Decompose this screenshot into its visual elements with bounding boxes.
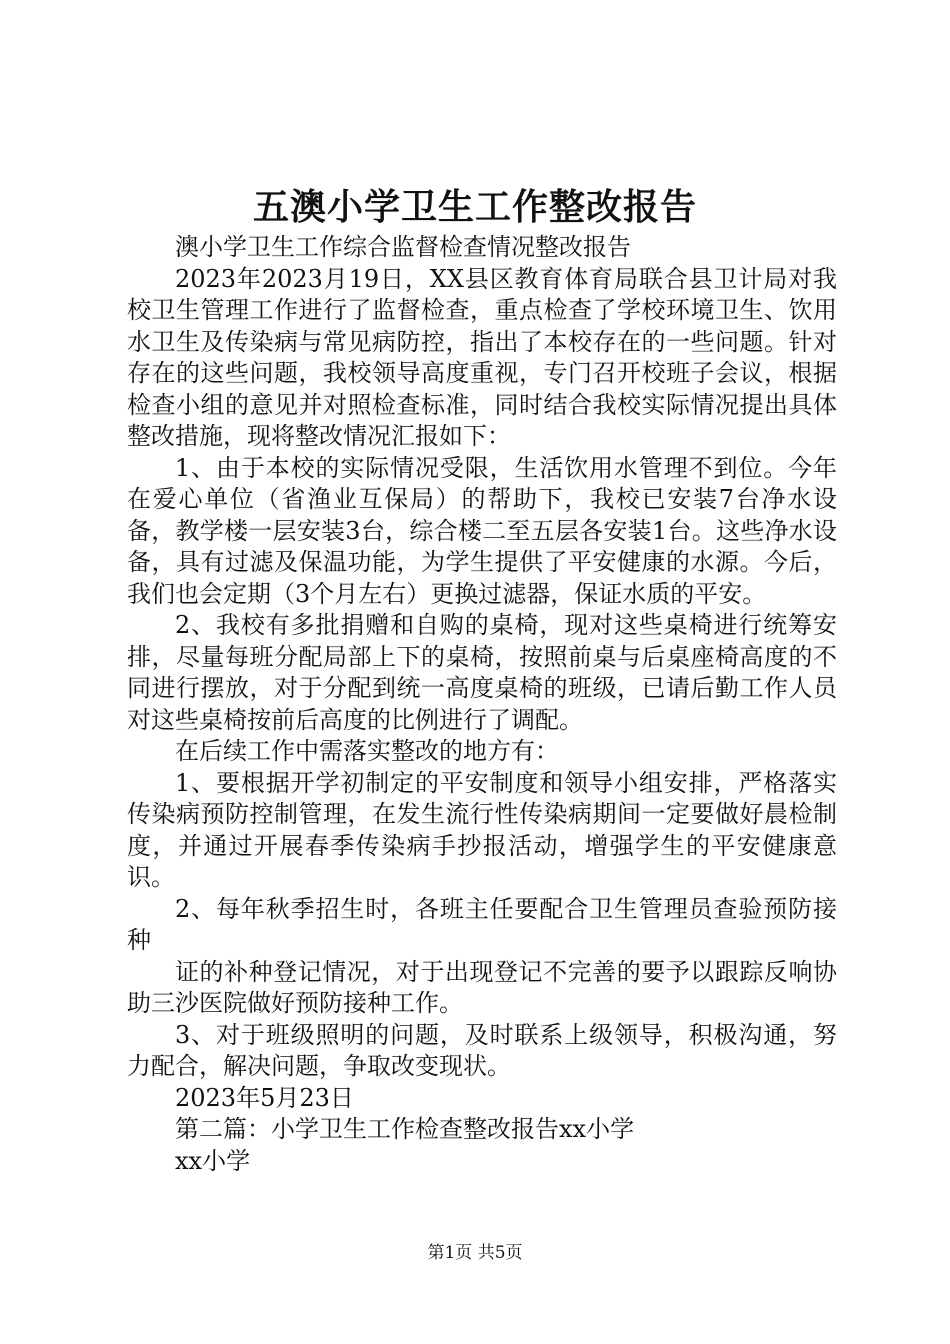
paragraph-followup-2: 2、每年秋季招生时，各班主任要配合卫生管理员查验预防接种 [127, 894, 837, 954]
paragraph-subtitle: 澳小学卫生工作综合监督检查情况整改报告 [175, 233, 631, 261]
paragraph-intro: 2023年2023月19日，XX县区教育体育局联合县卫计局对我校卫生管理工作进行了监督检查，重点检查了学校环境卫生、饮用水卫生及传染病与常见病防控，指出了本校存在的一些问题。针对存在的这些问题，我校领导高度重视，专门召开校班子会议，根据检查小组的意见并对照检查标准，同时结合我校实际情况提出具体整改措施，现将整改情况汇报如下： [127, 264, 837, 450]
paragraph-followup-3: 3、对于班级照明的问题，及时联系上级领导，积极沟通，努力配合，解决问题，争取改变现状。 [127, 1020, 837, 1080]
page-footer: 第1页 共5页 [427, 1243, 523, 1263]
paragraph-second-title: 第二篇：小学卫生工作检查整改报告xx小学 [175, 1115, 635, 1143]
paragraph-item-water: 1、由于本校的实际情况受限，生活饮用水管理不到位。今年在爱心单位（省渔业互保局）的帮助下，我校已安装7台净水设备，教学楼一层安装3台，综合楼二至五层各安装1台。这些净水设备，具有过滤及保温功能，为学生提供了平安健康的水源。今后，我们也会定期（3个月左右）更换过滤器，保证水质的平安。 [127, 453, 837, 608]
paragraph-followup-2-cont: 证的补种登记情况，对于出现登记不完善的要予以跟踪反响协助三沙医院做好预防接种工作。 [127, 957, 837, 1017]
paragraph-date: 2023年5月23日 [175, 1083, 354, 1112]
paragraph-item-desks: 2、我校有多批捐赠和自购的桌椅，现对这些桌椅进行统筹安排，尽量每班分配局部上下的桌椅，按照前桌与后桌座椅高度的不同进行摆放，对于分配到统一高度桌椅的班级，已请后勤工作人员对这些桌椅按前后高度的比例进行了调配。 [127, 611, 837, 734]
paragraph-followup-1: 1、要根据开学初制定的平安制度和领导小组安排，严格落实传染病预防控制管理，在发生流行性传染病期间一定要做好晨检制度，并通过开展春季传染病手抄报活动，增强学生的平安健康意识。 [127, 768, 837, 891]
document-body [127, 232, 837, 1177]
document-title: 五澳小学卫生工作整改报告 [252, 186, 697, 228]
paragraph-followup-heading: 在后续工作中需落实整改的地方有： [175, 737, 559, 765]
paragraph-school-name: xx小学 [175, 1146, 251, 1175]
